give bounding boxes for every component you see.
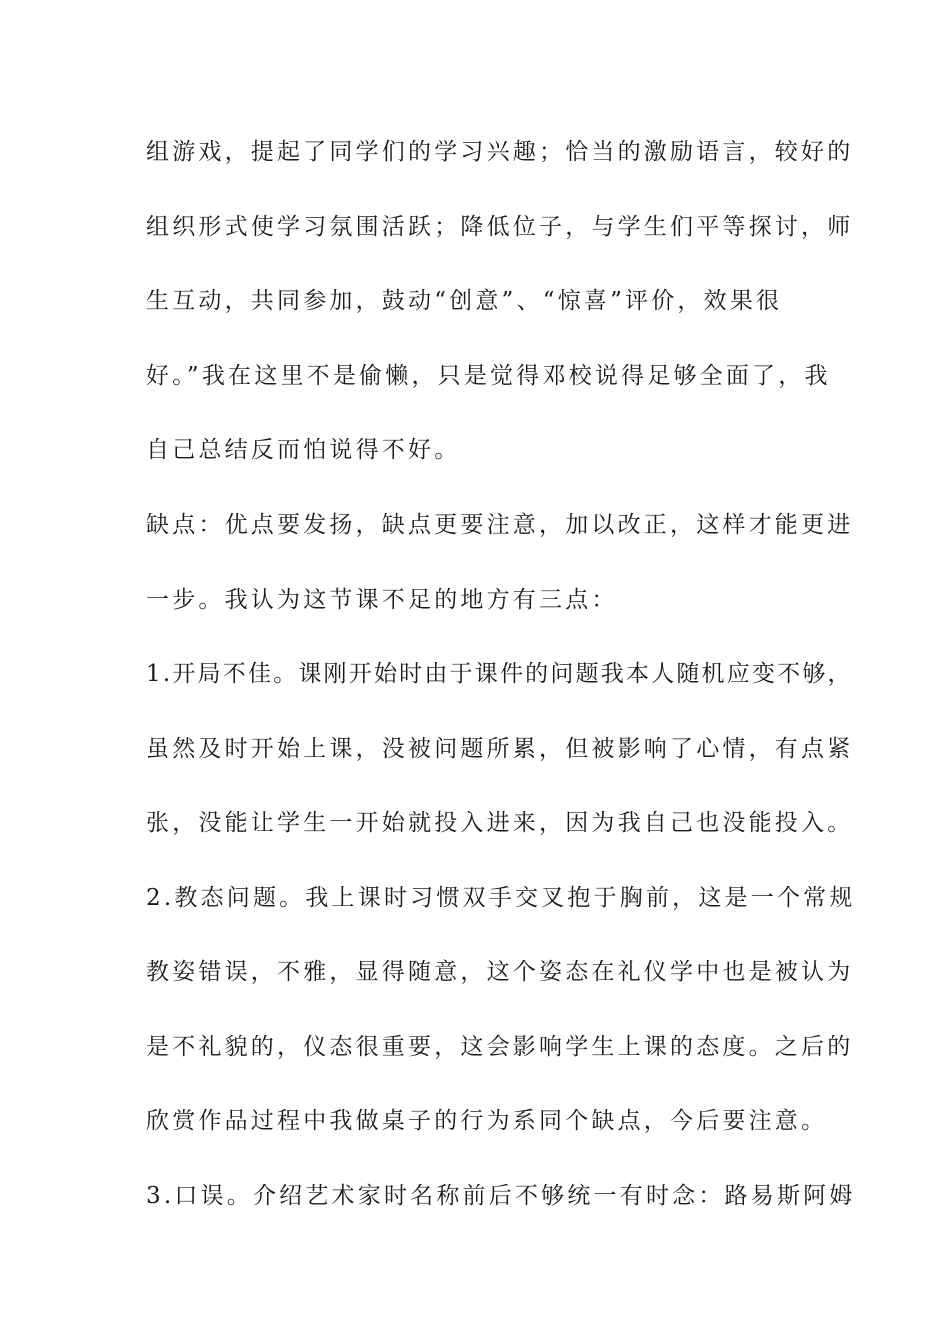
text-line: 组游戏，提起了同学们的学习兴趣；恰当的激励语言，较好的 (146, 139, 854, 165)
text-line: 缺点：优点要发扬，缺点更要注意，加以改正，这样才能更进 (146, 512, 854, 538)
text-line: 教姿错误，不雅，显得随意，这个姿态在礼仪学中也是被认为 (146, 959, 854, 985)
text-line: 是不礼貌的，仪态很重要，这会影响学生上课的态度。之后的 (146, 1034, 854, 1060)
text-line: 好。”我在这里不是偷懒，只是觉得邓校说得足够全面了，我 (146, 363, 831, 389)
text-line: 自己总结反而怕说得不好。 (146, 437, 461, 463)
text-line: 3.口误。介绍艺术家时名称前后不够统一有时念：路易斯阿姆 (146, 1183, 856, 1209)
text-line: 生互动，共同参加，鼓动“创意”、“惊喜”评价，效果很 (146, 288, 783, 314)
text-line: 组织形式使学习氛围活跃；降低位子，与学生们平等探讨，师 (146, 214, 854, 240)
text-line: 虽然及时开始上课，没被问题所累，但被影响了心情，有点紧 (146, 736, 854, 762)
text-line: 2.教态问题。我上课时习惯双手交叉抱于胸前，这是一个常规 (146, 885, 856, 911)
text-line: 张，没能让学生一开始就投入进来，因为我自己也没能投入。 (146, 810, 854, 836)
text-line: 1.开局不佳。课刚开始时由于课件的问题我本人随机应变不够， (146, 661, 853, 687)
text-line: 一步。我认为这节课不足的地方有三点： (146, 587, 618, 613)
text-line: 欣赏作品过程中我做桌子的行为系同个缺点，今后要注意。 (146, 1108, 828, 1134)
